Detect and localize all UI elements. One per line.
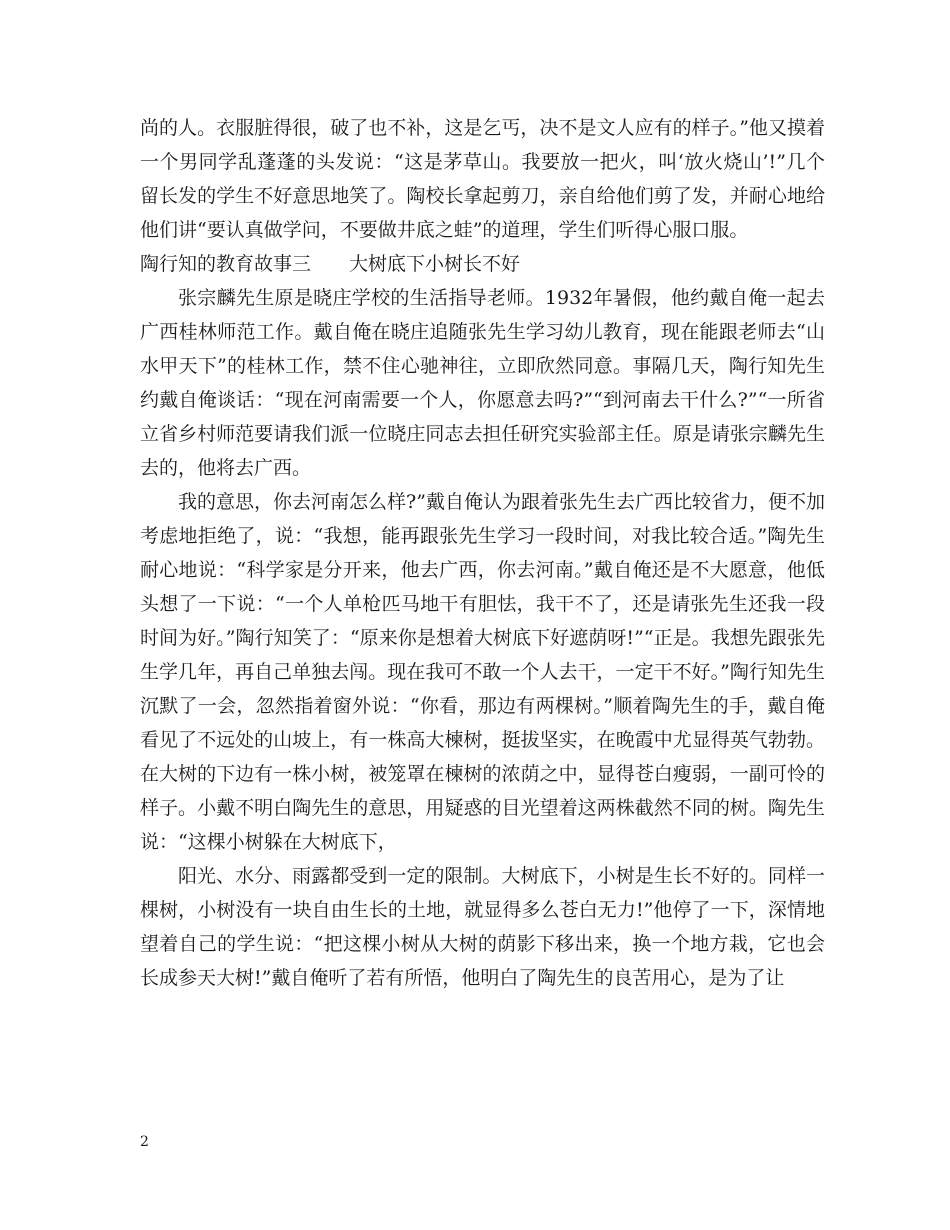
- body-text: [140, 111, 825, 995]
- paragraph: 张宗麟先生原是晓庄学校的生活指导老师。1932年暑假，他约戴自俺一起去广西桂林师范工作。戴自俺在晓庄追随张先生学习幼儿教育，现在能跟老师去“山水甲天下”的桂林工作，禁不住心驰神往，立即欣然同意。事隔几天，陶行知先生约戴自俺谈话：“现在河南需要一个人，你愿意去吗?”“到河南去干什么?”“一所省立省乡村师范要请我们派一位晓庄同志去担任研究实验部主任。原是请张宗麟先生去的，他将去广西。: [140, 287, 825, 479]
- page-number: 2: [140, 1134, 149, 1150]
- paragraph: 我的意思，你去河南怎么样?”戴自俺认为跟着张先生去广西比较省力，便不加考虑地拒绝了，说：“我想，能再跟张先生学习一段时间，对我比较合适。”陶先生耐心地说：“科学家是分开来，他去广西，你去河南。”戴自俺还是不大愿意，他低头想了一下说：“一个人单枪匹马地干有胆怯，我干不了，还是请张先生还我一段时间为好。”陶行知笑了：“原来你是想着大树底下好遮荫呀!”“正是。我想先跟张先生学几年，再自己单独去闯。现在我可不敢一个人去干，一定干不好。”陶行知先生沉默了一会，忽然指着窗外说：“你看，那边有两棵树。”顺着陶先生的手，戴自俺看见了不远处的山坡上，有一株高大楝树，挺拔坚实，在晚霞中尤显得英气勃勃。在大树的下边有一株小树，被笼罩在楝树的浓荫之中，显得苍白瘦弱，一副可怜的样子。小戴不明白陶先生的意思，用疑惑的目光望着这两株截然不同的树。陶先生说：“这棵小树躲在大树底下，: [140, 491, 825, 853]
- paragraph-continuation: 尚的人。衣服脏得很，破了也不补，这是乞丐，决不是文人应有的样子。”他又摸着一个男同学乱蓬蓬的头发说：“这是茅草山。我要放一把火，叫‘放火烧山’!”几个留长发的学生不好意思地笑了。陶校长拿起剪刀，亲自给他们剪了发，并耐心地给他们讲“要认真做学问，不要做井底之蛙”的道理，学生们听得心服口服。: [140, 117, 825, 241]
- section-heading: 陶行知的教育故事三 大树底下小树长不好: [140, 253, 521, 275]
- paragraph: 阳光、水分、雨露都受到一定的限制。大树底下，小树是生长不好的。同样一棵树，小树没有一块自由生长的土地，就显得多么苍白无力!”他停了一下，深情地望着自己的学生说：“把这棵小树从大树的荫影下移出来，换一个地方栽，它也会长成参天大树!”戴自俺听了若有所悟，他明白了陶先生的良苦用心，是为了让: [140, 865, 825, 989]
